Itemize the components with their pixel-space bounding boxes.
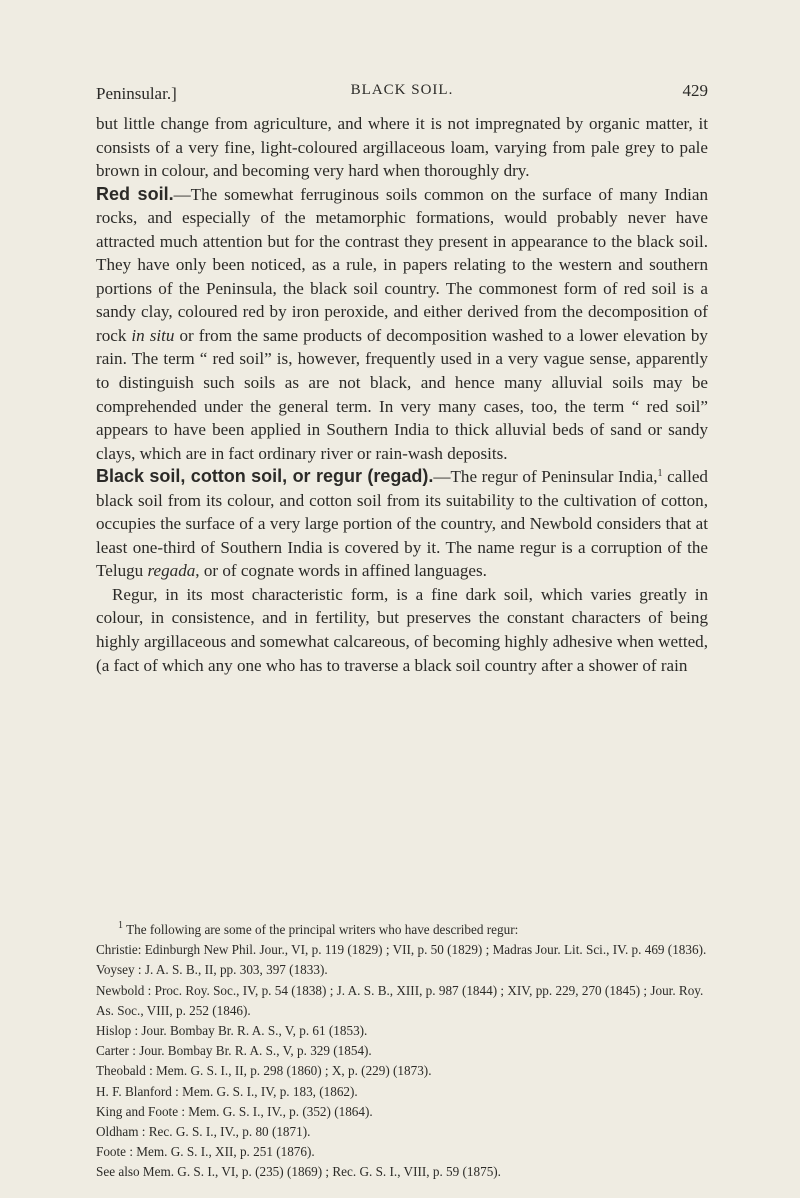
paragraph-regur: Regur, in its most characteristic form, is a fine dark soil, which varies greatly in colour, in consistence, and in fertility, but preserves the constant characters of being highly argillaceous and somewhat calcareous, of becoming highly adhesive when wetted, (a fact of which any one who has to traverse a black soil country after a shower of rain (96, 584, 708, 675)
red-soil-italic: in situ (131, 325, 175, 345)
footnotes (96, 920, 708, 1183)
main-text (96, 112, 708, 677)
section-heading-red-soil: Red soil. (96, 183, 174, 204)
paragraph-red-soil (96, 183, 708, 466)
paragraph-continuation: but little change from agriculture, and where it is not impregnated by organic matter, it consists of a very fine, light-coloured argillaceous loam, varying from pale grey to pale brown in colour, and becoming very hard when thoroughly dry. (96, 114, 708, 181)
black-soil-text-a: —The regur of Peninsular India, (433, 467, 658, 487)
footnote-ref: Foote : Mem. G. S. I., XII, p. 251 (1876). (96, 1144, 315, 1160)
running-header (96, 81, 708, 110)
paragraph-black-soil (96, 465, 708, 583)
running-head-left: Peninsular.] (96, 84, 177, 103)
black-soil-italic: regada (147, 561, 196, 581)
footnote-ref: Hislop : Jour. Bombay Br. R. A. S., V, p. 61 (1853). (96, 1023, 368, 1039)
footnote-intro (96, 920, 708, 940)
page-number: 429 (682, 81, 708, 100)
footnote-ref: Voysey : J. A. S. B., II, pp. 303, 397 (1833). (96, 962, 328, 978)
footnote-ref: H. F. Blanford : Mem. G. S. I., IV, p. 183, (1862). (96, 1083, 358, 1099)
footnote-ref: Carter : Jour. Bombay Br. R. A. S., V, p. 329 (1854). (96, 1043, 372, 1059)
running-head-title: BLACK SOIL. (350, 82, 454, 98)
black-soil-text-c: , or of cognate words in affined languages. (195, 561, 487, 581)
section-heading-black-soil: Black soil, cotton soil, or regur (regad). (96, 466, 434, 487)
footnote-ref: Christie: Edinburgh New Phil. Jour., VI, p. 119 (1829) ; VII, p. 50 (1829) ; Madras Jour. Lit. Sci., IV. p. 469 (1836). (96, 942, 707, 958)
red-soil-text-b: or from the same products of decomposition washed to a lower elevation by rain. The term “ red soil” is, however, frequently used in a very vague sense, apparently to distinguish such soils as are not black, and hence many alluvial soils may be comprehended under the general term. In very many cases, too, the term “ red soil” appears to have been applied in Southern India to thick alluvial beds of sand or sandy clays, which are in fact ordinary river or rain-wash deposits. (96, 325, 708, 463)
footnote-marker: 1 (118, 920, 123, 931)
footnote-ref-1[interactable]: 1 (657, 468, 663, 480)
red-soil-text-a: —The somewhat ferruginous soils common on the surface of many Indian rocks, and especially of the metamorphic formations, would probably never have attracted much attention but for the contrast they present in appearance to the black soil. They have only been noticed, as a rule, in papers relating to the western and southern portions of the Peninsula, the black soil country. The commonest form of red soil is a sandy clay, coloured red by iron peroxide, and either derived from the decomposition of rock (96, 184, 709, 345)
footnote-ref: Oldham : Rec. G. S. I., IV., p. 80 (1871). (96, 1124, 311, 1140)
footnote-intro-text: The following are some of the principal writers who have described regur: (126, 922, 519, 937)
black-soil-text-b: called black soil from its colour, and cotton soil from its suitability to the cultivation of cotton, occupies the surface of a very large portion of the country, and Newbold considers that at least one-third of Southern India is covered by it. The name regur is a corruption of the Telugu (96, 467, 708, 581)
footnote-ref: See also Mem. G. S. I., VI, p. (235) (1869) ; Rec. G. S. I., VIII, p. 59 (1875). (96, 1164, 501, 1180)
footnote-ref: King and Foote : Mem. G. S. I., IV., p. (352) (1864). (96, 1103, 373, 1119)
footnote-ref: Theobald : Mem. G. S. I., II, p. 298 (1860) ; X, p. (229) (1873). (96, 1063, 432, 1079)
footnote-ref: Newbold : Proc. Roy. Soc., IV, p. 54 (1838) ; J. A. S. B., XIII, p. 987 (1844) ; XIV, pp. 229, 270 (1845) ; Jour. Roy. As. Soc., VIII, p. 252 (1846). (96, 982, 704, 1018)
